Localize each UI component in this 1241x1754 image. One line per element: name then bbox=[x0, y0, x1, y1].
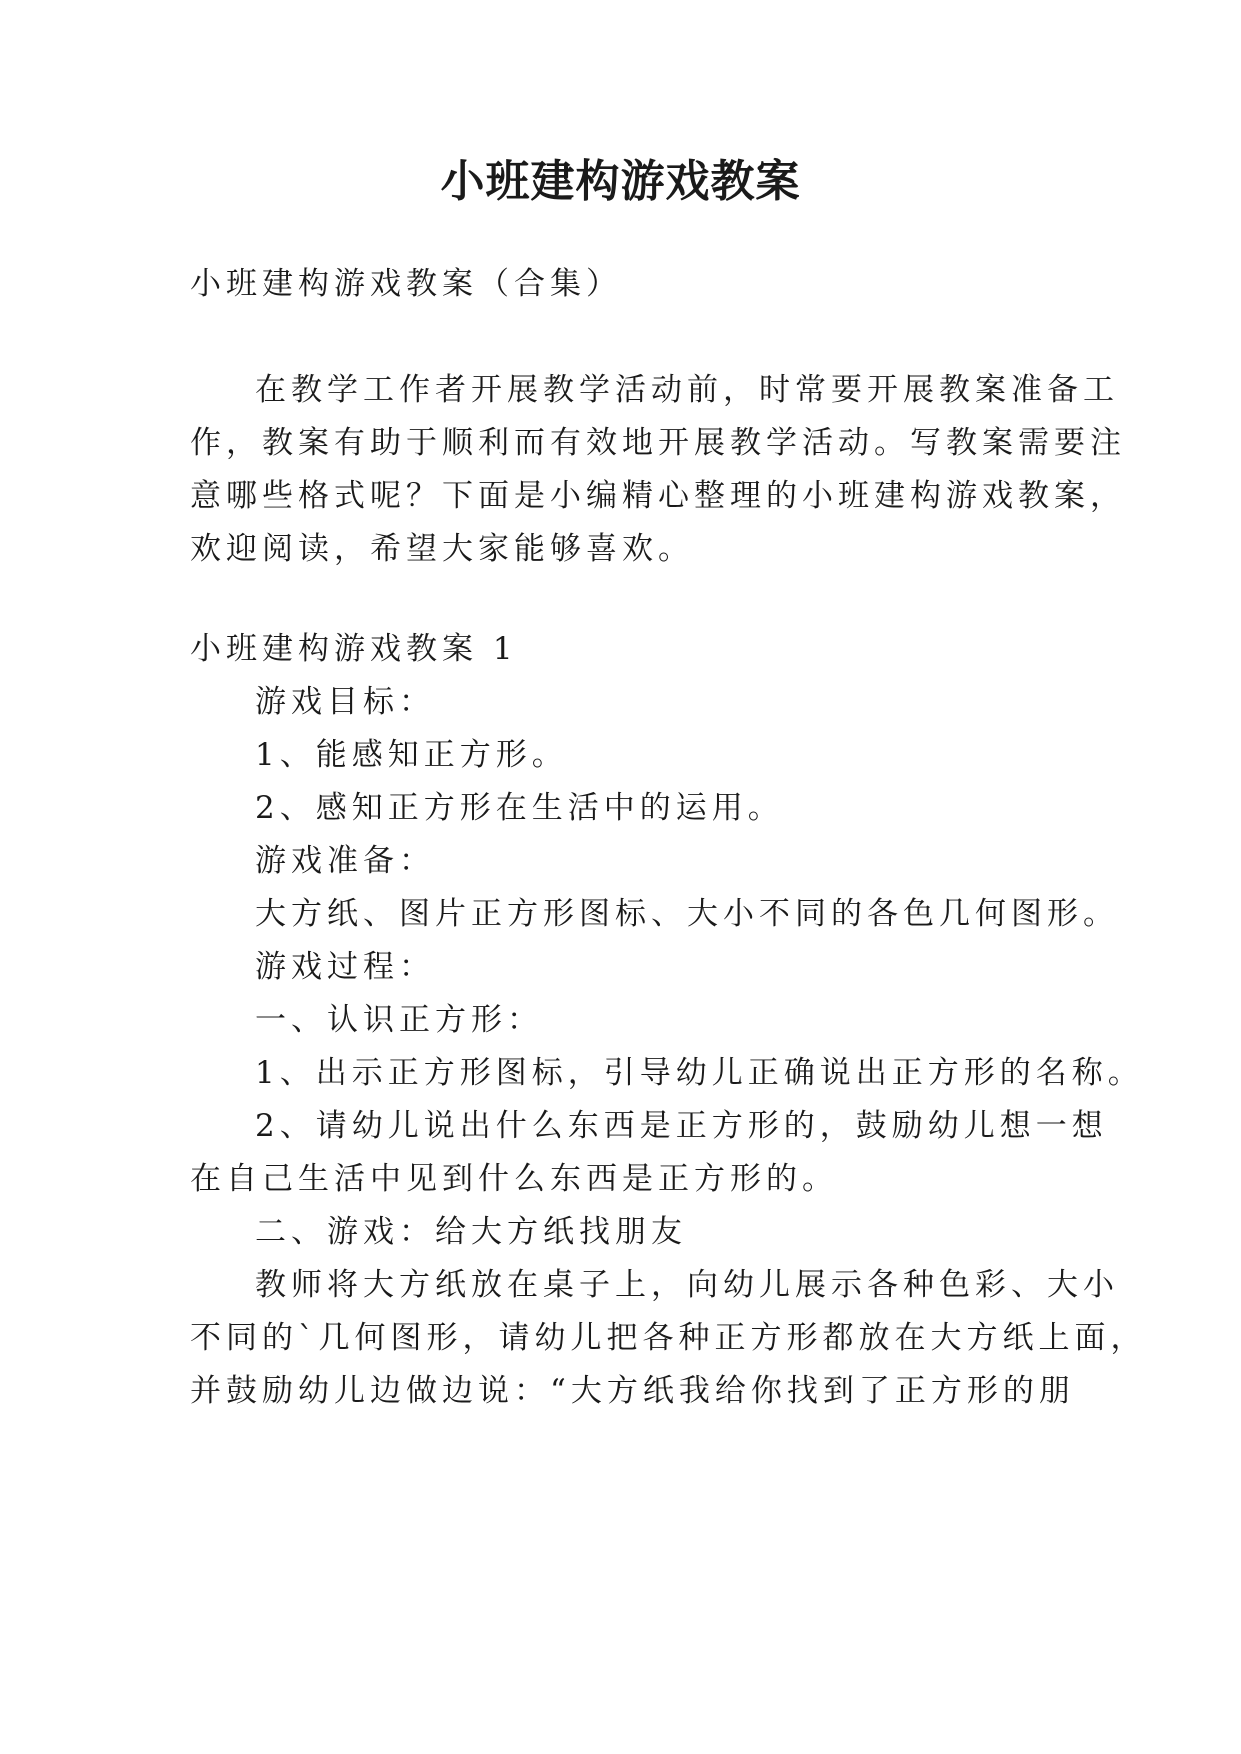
body-line: 1、出示正方形图标，引导幼儿正确说出正方形的名称。 bbox=[255, 1055, 1144, 1091]
document-subtitle: 小班建构游戏教案（合集） bbox=[190, 266, 622, 302]
intro-line: 意哪些格式呢？下面是小编精心整理的小班建构游戏教案， bbox=[190, 478, 1126, 514]
body-line: 2、感知正方形在生活中的运用。 bbox=[255, 790, 784, 826]
body-line: 2、请幼儿说出什么东西是正方形的，鼓励幼儿想一想 bbox=[255, 1108, 1108, 1144]
body-line: 游戏准备： bbox=[255, 843, 435, 879]
document-title: 小班建构游戏教案 bbox=[440, 156, 801, 207]
body-line: 游戏过程： bbox=[255, 949, 435, 985]
body-line: 在自己生活中见到什么东西是正方形的。 bbox=[190, 1161, 838, 1197]
intro-line: 欢迎阅读，希望大家能够喜欢。 bbox=[190, 531, 694, 567]
body-line: 一、认识正方形： bbox=[255, 1002, 543, 1038]
body-line: 并鼓励幼儿边做边说：“大方纸我给你找到了正方形的朋 bbox=[190, 1373, 1075, 1409]
intro-line: 在教学工作者开展教学活动前，时常要开展教案准备工 bbox=[255, 372, 1119, 408]
section-heading: 小班建构游戏教案 1 bbox=[190, 631, 518, 667]
body-line: 游戏目标： bbox=[255, 684, 435, 720]
body-line: 大方纸、图片正方形图标、大小不同的各色几何图形。 bbox=[255, 896, 1119, 932]
body-line: 1、能感知正方形。 bbox=[255, 737, 568, 773]
intro-line: 作，教案有助于顺利而有效地开展教学活动。写教案需要注 bbox=[190, 425, 1126, 461]
body-line: 二、游戏：给大方纸找朋友 bbox=[255, 1214, 687, 1250]
body-line: 教师将大方纸放在桌子上，向幼儿展示各种色彩、大小 bbox=[255, 1267, 1119, 1303]
body-line: 不同的`几何图形，请幼儿把各种正方形都放在大方纸上面， bbox=[190, 1320, 1147, 1356]
